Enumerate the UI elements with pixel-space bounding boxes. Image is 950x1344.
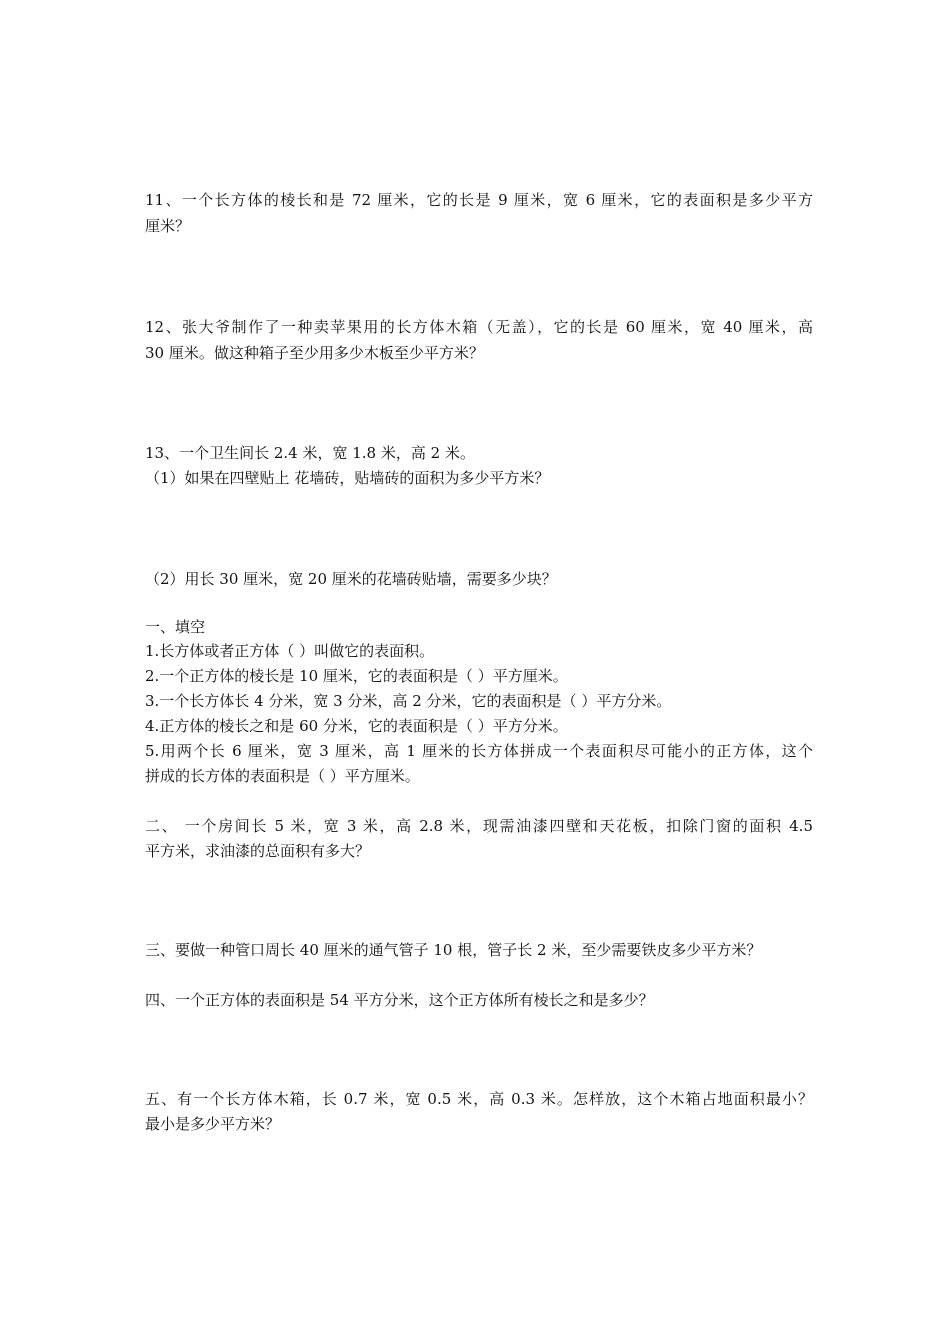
- q13-part-2: （2）用长 30 厘米，宽 20 厘米的花墙砖贴墙，需要多少块？: [145, 570, 557, 588]
- section1-item-3: 3.一个长方体长 4 分米，宽 3 分米，高 2 分米，它的表面积是（ ）平方分米。: [145, 692, 672, 710]
- q11-line-1: 11、一个长方体的棱长和是 72 厘米，它的长是 9 厘米，宽 6 厘米，它的表面积是多少平方: [145, 191, 813, 209]
- section1-item-5: 5.用两个长 6 厘米，宽 3 厘米，高 1 厘米的长方体拼成一个表面积尽可能小的正方体，这个: [145, 742, 813, 760]
- section2-line-1: 二、 一个房间长 5 米，宽 3 米，高 2.8 米，现需油漆四壁和天花板，扣除门窗的面积 4.5: [145, 817, 813, 835]
- section1-item-1: 1.长方体或者正方体（ ）叫做它的表面积。: [145, 642, 435, 660]
- q12-line-1: 12、张大爷制作了一种卖苹果用的长方体木箱（无盖），它的长是 60 厘米，宽 40 厘米，高: [145, 318, 813, 336]
- section2-line-2: 平方米，求油漆的总面积有多大？: [145, 842, 371, 860]
- section5-line-2: 最小是多少平方米？: [145, 1115, 281, 1133]
- q11-line-2: 厘米？: [145, 217, 191, 235]
- section5-line-1: 五、有一个长方体木箱，长 0.7 米，宽 0.5 米，高 0.3 米。怎样放，这个木箱占地面积最小？: [145, 1090, 813, 1108]
- q12-line-2: 30 厘米。做这种箱子至少用多少木板至少平方米？: [145, 344, 484, 362]
- section4-line-1: 四、一个正方体的表面积是 54 平方分米，这个正方体所有棱长之和是多少？: [145, 991, 654, 1009]
- section1-item-5-cont: 拼成的长方体的表面积是（ ）平方厘米。: [145, 767, 420, 785]
- section1-heading: 一、填空: [145, 618, 206, 636]
- section1-item-4: 4.正方体的棱长之和是 60 分米，它的表面积是（ ）平方分米。: [145, 717, 568, 735]
- section1-item-2: 2.一个正方体的棱长是 10 厘米，它的表面积是（ ）平方厘米。: [145, 667, 568, 685]
- q13-line-1: 13、一个卫生间长 2.4 米，宽 1.8 米，高 2 米。: [145, 444, 475, 462]
- section3-line-1: 三、要做一种管口周长 40 厘米的通气管子 10 根，管子长 2 米，至少需要铁皮多少平方米？: [145, 941, 762, 959]
- q13-part-1: （1）如果在四壁贴上 花墙砖，贴墙砖的面积为多少平方米？: [145, 469, 550, 487]
